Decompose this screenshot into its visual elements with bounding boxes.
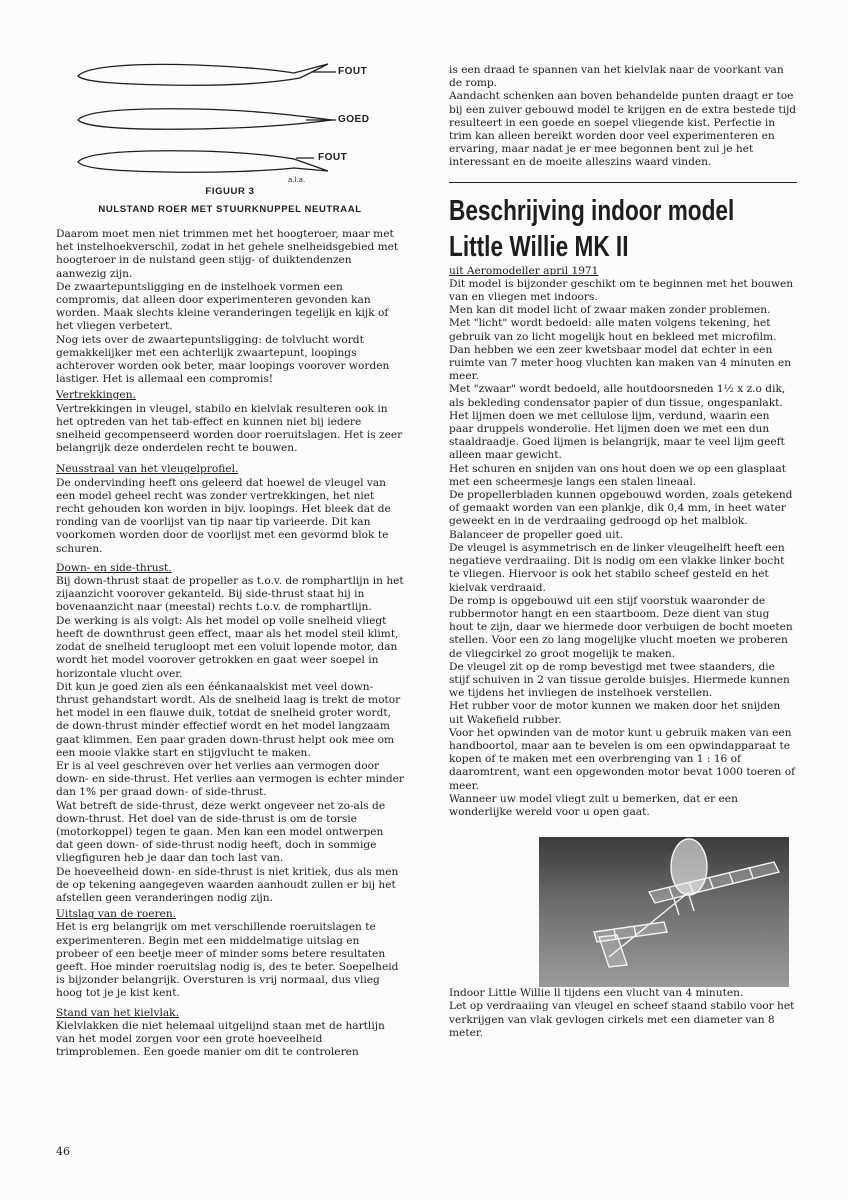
section-heading: Vertrekkingen. [56,389,136,402]
section-heading: Uitslag van de roeren. [56,908,177,921]
airfoil-fout-up [78,64,328,85]
divider [449,182,797,183]
paragraph: Nog iets over de zwaartepuntsligging: de tolvlucht wordt gemakkelijker met een achterlijk zwaartepunt, loopings achterover worden ook beter, maar loopings voorover worden lastiger. Het is allemaal een compromis! [56,333,390,386]
paragraph: Dit model is bijzonder geschikt om te beginnen met het bouwen van en vliegen met indoors. [449,277,794,304]
model-photo [539,837,789,987]
label-fout-2: FOUT [318,152,348,163]
paragraph: Dit kun je goed zien als een éénkanaalskist met veel down-thrust gehandstart wordt. Als de snelheid laag is trekt de motor het model in een flauwe duik, totdat de snelheid groter wordt, de down-thrust minder effectief wordt en het model langzaam gaat klimmen. Een paar graden down-thrust helpt ook mee om een mooie vlakke start en stijgvlucht te maken. [56,680,401,759]
section-heading: Down- en side-thrust. [56,561,172,574]
figure-caption-subtitle: NULSTAND ROER MET STUURKNUPPEL NEUTRAAL [98,204,362,215]
page-number: 46 [56,1145,70,1158]
indoor-model-sketch [539,837,789,987]
paragraph: Daarom moet men niet trimmen met het hoogteroer, maar met het instelhoekverschil, zodat in het gehele snelheidsgebied met hoogteroer in de nulstand geen stijg- of duiktendenzen aanwezig zijn. [56,228,399,280]
section-uitslag-roeren [56,908,404,1000]
airfoil-goed [78,109,332,129]
paragraph: Het rubber voor de motor kunnen we maken door het snijden uit Wakefield rubber. [449,700,781,726]
paragraph: De hoeveelheid down- en side-thrust is niet kritiek, dus als men de op tekening aangegeven waarden aanhoudt zullen er bij het afstellen geen veranderingen nodig zijn. [56,865,399,904]
paragraph: is een draad te spannen van het kielvlak naar de voorkant van de romp. [449,64,784,90]
paragraph: Het lijmen doen we met cellulose lijm, verdund, waarin een paar druppels wonderolie. Het lijmen doen we met een dun staaldraadje. Goed lijmen is belangrijk, maar te veel lijm geeft alleen maar gewicht. [449,409,785,462]
photo-caption-line-1: Indoor Little Willie ll tijdens een vlucht van 4 minuten. [449,987,744,1000]
paragraph: De propellerbladen kunnen opgebouwd worden, zoals getekend of gemaakt worden van een plankje, dik 0,4 mm, in heet water geweekt en in de verdraaiing gedroogd op het malblok. Balanceer de propeller goed uit. [449,489,793,541]
airfoil-fout-down [78,151,328,172]
paragraph: De zwaartepuntsligging en de instelhoek vormen een compromis, dat alleen door experimenteren gevonden kan worden. Maak slechts kleine veranderingen tegelijk en kijk of het vliegen verbetert. [56,280,389,333]
paragraph: De ondervinding heeft ons geleerd dat hoewel de vleugel van een model geheel recht was zonder vertrekkingen, het niet recht gehouden kon worden in bijv. loopings. Het bleek dat de ronding van de voorlijst van tip naar tip varieerde. Dit kan voorkomen worden door de voorlijst met een gevormd blok te schuren. [56,476,391,555]
paragraph: De vleugel zit op de romp bevestigd met twee staanders, die stijf schuiven in 2 van tissue gerolde buisjes. Hiermede kunnen we tijdens het invliegen de instelhoek verstellen. [449,660,790,700]
paragraph: Kielvlakken die niet helemaal uitgelijnd staan met de hartlijn van het model zorgen voor een grote hoeveelheid trimproblemen. Een goede manier om dit te controleren [56,1019,385,1059]
paragraph: Vertrekkingen in vleugel, stabilo en kielvlak resulteren ook in het optreden van het tab-effect en kunnen niet bij iedere snelheid gecompenseerd worden door roeruitslagen. Het is zeer belangrijk deze onderdelen recht te bouwen. [56,402,403,455]
photo-caption-line-2: Let op verdraaiing van vleugel en scheef staand stabilo voor het verkrijgen van vlak gevlogen cirkels met een diameter van 8 meter. [449,1000,795,1039]
paragraph: Het schuren en snijden van ons hout doen we op een glasplaat met een scheermesje langs een stalen lineaal. [449,462,787,488]
figure-initials: a.l.a. [288,176,306,184]
fin [599,935,627,967]
section-down-side-thrust [56,562,404,905]
paragraph: Wat betreft de side-thrust, deze werkt ongeveer net zo-als de down-thrust. Het doel van de side-thrust is om de torsie (motorkoppel) tegen te gaan. Men kan een model ontwerpen dat geen down- of side-thrust nodig heeft, doch in sommige vliegfiguren heb je daar dan toch last van. [56,799,386,865]
paragraph: Er is al veel geschreven over het verlies aan vermogen door down- en side-thrust. Het verlies aan vermogen is echter minder dan 1% per graad down- of side-thrust. [56,759,404,799]
section-heading: Neusstraal van het vleugelprofiel. [56,463,239,476]
paragraph: Met "licht" wordt bedoeld: alle maten volgens tekening, het gebruik van zo licht mogelijk hout en bekleed met microfilm. Dan hebben we een zeer kwetsbaar model dat echter in een ruimte van 7 meter hoog vluchten kan maken van 4 minuten en meer. [449,317,792,383]
paragraph: Aandacht schenken aan boven behandelde punten draagt er toe bij een zuiver gebouwd model te krijgen en de extra bestede tijd resulteert in een goede en soepel vliegende kist. Perfectie in trim kan alleen bereikt worden door veel experimenteren en ervaring, maar nadat je er mee begonnen bent zul je het interessant en de moeite alleszins waard vinden. [449,90,797,169]
article-title-line-1: Beschrijving indoor model [449,194,735,227]
paragraph: Het is erg belangrijk om met verschillende roeruitslagen te experimenteren. Begin met een middelmatige uitslag en probeer of een beetje meer of minder soms betere resultaten geeft. Hoe minder roeruitslag nodig is, des te beter. Soepelheid is bijzonder belangrijk. Oversturen is vrij normaal, dus vlieg hoog tot je je kist kent. [56,921,399,1000]
figure-3 [56,40,404,225]
article-source: uit Aeromodeller april 1971 [449,264,599,277]
paragraph: De vleugel is asymmetrisch en de linker vleugelhelft heeft een negatieve verdraaiing. Dit is nodig om een vlakke linker bocht te vliegen. Hiervoor is ook het stabilo scheef gesteld en het kielvak verdraaid. [449,541,785,594]
figure-caption-title: FIGUUR 3 [205,186,255,197]
paragraph: Men kan dit model licht of zwaar maken zonder problemen. [449,304,771,317]
right-column [449,64,797,1040]
section-neusstraal [56,463,404,555]
paragraph: Wanneer uw model vliegt zult u bemerken, dat er een wonderlijke wereld voor u open gaat. [449,792,738,818]
label-goed: GOED [338,114,370,125]
left-column [56,228,404,1059]
paragraph: Met "zwaar" wordt bedoeld, alle houtdoorsneden 1½ x z.o dik, als bekleding condensator papier of dun tissue, ongespanlakt. [449,383,786,409]
paragraph: Bij down-thrust staat de propeller as t.o.v. de romphartlijn in het zijaanzicht voorover gekanteld. Bij side-thrust staat hij in bovenaanzicht naar (meestal) rechts t.o.v. de romphartlijn. [56,575,404,614]
section-stand-kielvlak [56,1007,404,1060]
wing [649,862,779,903]
article-title-line-2: Little Willie MK II [449,230,629,263]
paragraph: De romp is opgebouwd uit een stijf voorstuk waaronder de rubbermotor hangt en een staartboom. Deze dient van stug hout te zijn, daar we hiermede door verbuigen de bocht moeten stellen. Voor een zo lang mogelijke vlucht moeten we proberen de vliegcirkel zo groot mogelijk te maken. [449,594,793,660]
paragraph: De werking is als volgt: Als het model op volle snelheid vliegt heeft de downthrust geen effect, maar als het model steil klimt, zodat de snelheid terugloopt met een voluit lopende motor, dan wordt het model voorover getrokken en gaat weer soepel in horizontale vlucht over. [56,614,399,680]
section-heading: Stand van het kielvlak. [56,1006,179,1019]
label-fout-1: FOUT [338,66,368,77]
paragraph: Voor het opwinden van de motor kunt u gebruik maken van een handboortol, maar aan te bevelen is om een opwindapparaat te kopen of te maken met een overbrenging van 1 : 16 of daaromtrent, want een opgewonden motor bevat 1000 toeren of meer. [449,726,796,792]
section-vertrekkingen [56,389,404,455]
